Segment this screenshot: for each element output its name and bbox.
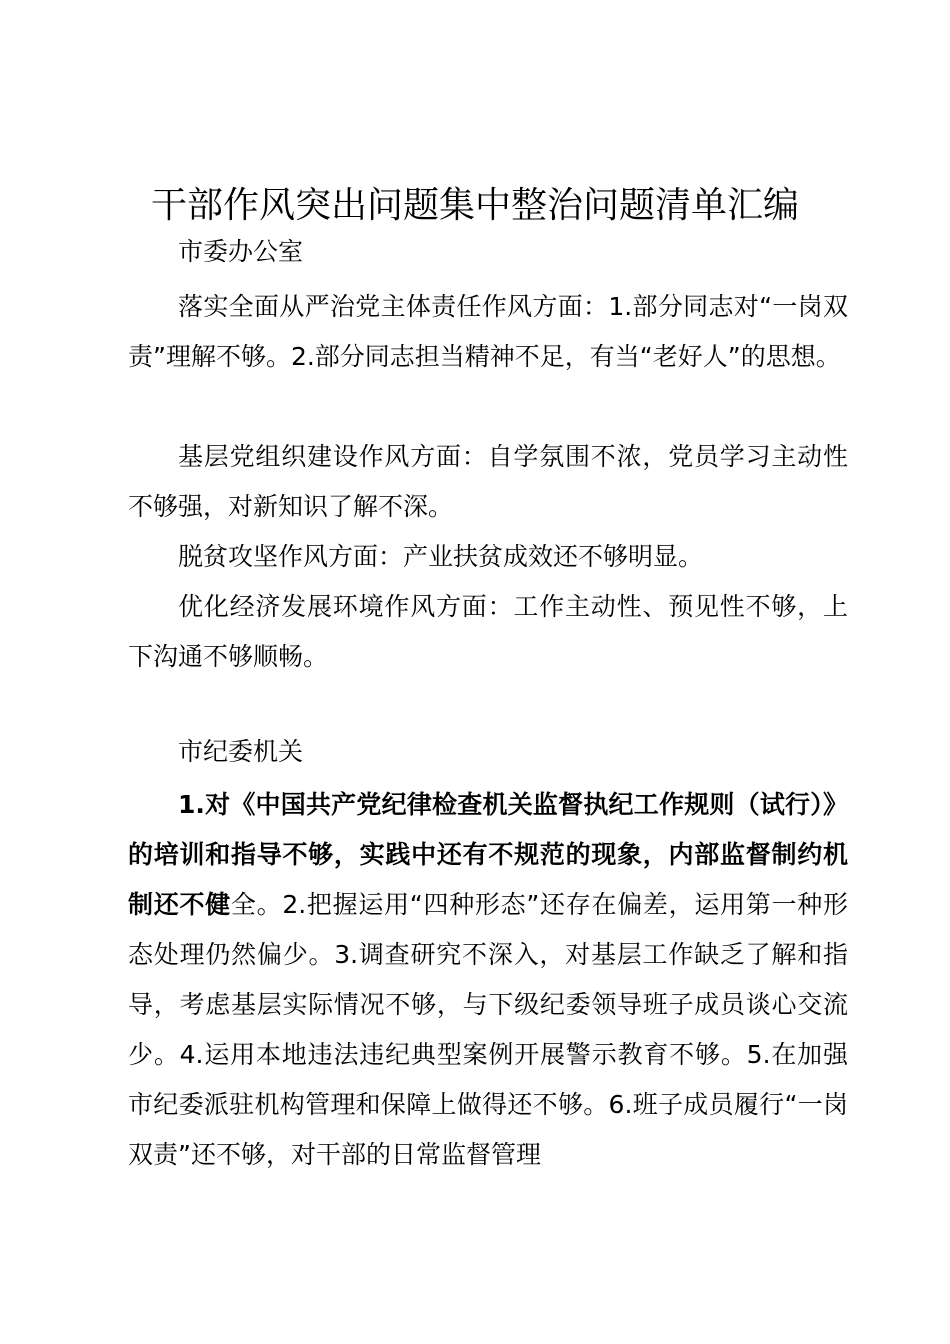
paragraph: 基层党组织建设作风方面：自学氛围不浓，党员学习主动性不够强，对新知识了解不深。	[128, 442, 848, 521]
paragraph: 优化经济发展环境作风方面：工作主动性、预见性不够，上下沟通不够顺畅。	[128, 592, 848, 671]
bold-lead-text: 1.对《中国共产党纪律检查机关监督执纪工作规则（试行）》的培训和指导不够，实践中还有不规范的现象，内部监督制约机制还不健	[128, 790, 848, 919]
section-org-label: 市纪委机关	[178, 737, 304, 766]
section-org-label: 市委办公室	[178, 237, 304, 266]
paragraph: 落实全面从严治党主体责任作风方面：1.部分同志对“一岗双责”理解不够。2.部分同志担当精神不足，有当“老好人”的思想。	[128, 292, 848, 371]
paragraph	[128, 780, 848, 1180]
paragraph-text: 全。2.把握运用“四种形态”还存在偏差，运用第一种形态处理仍然偏少。3.调查研究不深入，对基层工作缺乏了解和指导，考虑基层实际情况不够，与下级纪委领导班子成员谈心交流少。4.运用本地违法违纪典型案例开展警示教育不够。5.在加强市纪委派驻机构管理和保障上做得还不够。6.班子成员履行“一岗双责”还不够，对干部的日常监督管理	[128, 890, 848, 1169]
paragraph: 脱贫攻坚作风方面：产业扶贫成效还不够明显。	[178, 542, 704, 571]
document-title: 干部作风突出问题集中整治问题清单汇编	[150, 185, 799, 226]
